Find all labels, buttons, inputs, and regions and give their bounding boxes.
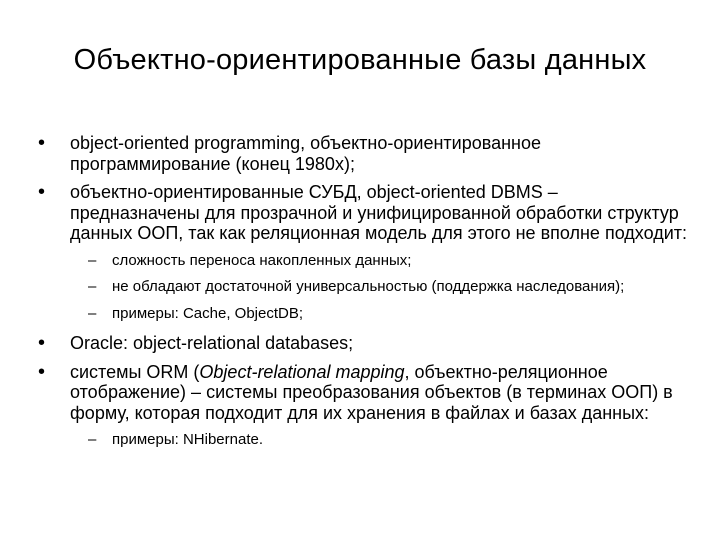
bullet-marker: • — [38, 360, 46, 383]
sub-item-text: примеры: Cache, ObjectDB; — [112, 304, 304, 322]
dash-marker: – — [88, 304, 97, 322]
sub-item-text: примеры: NHibernate. — [112, 431, 263, 448]
dash-marker: – — [88, 278, 97, 295]
bullet-list — [38, 133, 688, 455]
dash-marker: – — [88, 431, 97, 448]
sub-item — [38, 431, 688, 450]
sub-item — [38, 305, 688, 324]
bullet-item-orm — [38, 362, 688, 424]
sub-item — [38, 278, 688, 297]
bullet-text-italic: Object-relational mapping — [199, 361, 405, 382]
bullet-text-start: системы ORM ( — [70, 361, 200, 382]
bullet-item-oodbms — [38, 182, 688, 244]
bullet-marker: • — [38, 132, 46, 154]
bullet-text: Oracle: object-relational databases; — [70, 333, 354, 353]
sub-item-text: сложность переноса накопленных данных; — [112, 251, 412, 269]
sub-item — [38, 252, 688, 271]
dash-marker: – — [88, 251, 97, 269]
bullet-text: object-oriented programming, объектно-ориентированное программирование (конец 1980х); — [70, 133, 541, 174]
bullet-item-oracle — [38, 333, 688, 354]
bullet-text: объектно-ориентированные СУБД, object-oriented DBMS – предназначены для прозрачной и унифицированной обработки структур данных ООП, так как реляционная модель для этого не вполне подходит: — [70, 182, 688, 243]
bullet-marker: • — [38, 332, 46, 354]
sub-item-text: не обладают достаточной универсальностью (поддержка наследования); — [112, 278, 625, 295]
bullet-text-end: , объектно-реляционное отображение) – системы преобразования объектов (в терминах ООП) в форму, которая подходит для их хранения в файлах и базах данных: — [70, 361, 673, 423]
bullet-marker: • — [38, 181, 46, 203]
bullet-item-oop — [38, 133, 688, 174]
slide-title: Объектно-ориентированные базы данных — [73, 44, 647, 76]
